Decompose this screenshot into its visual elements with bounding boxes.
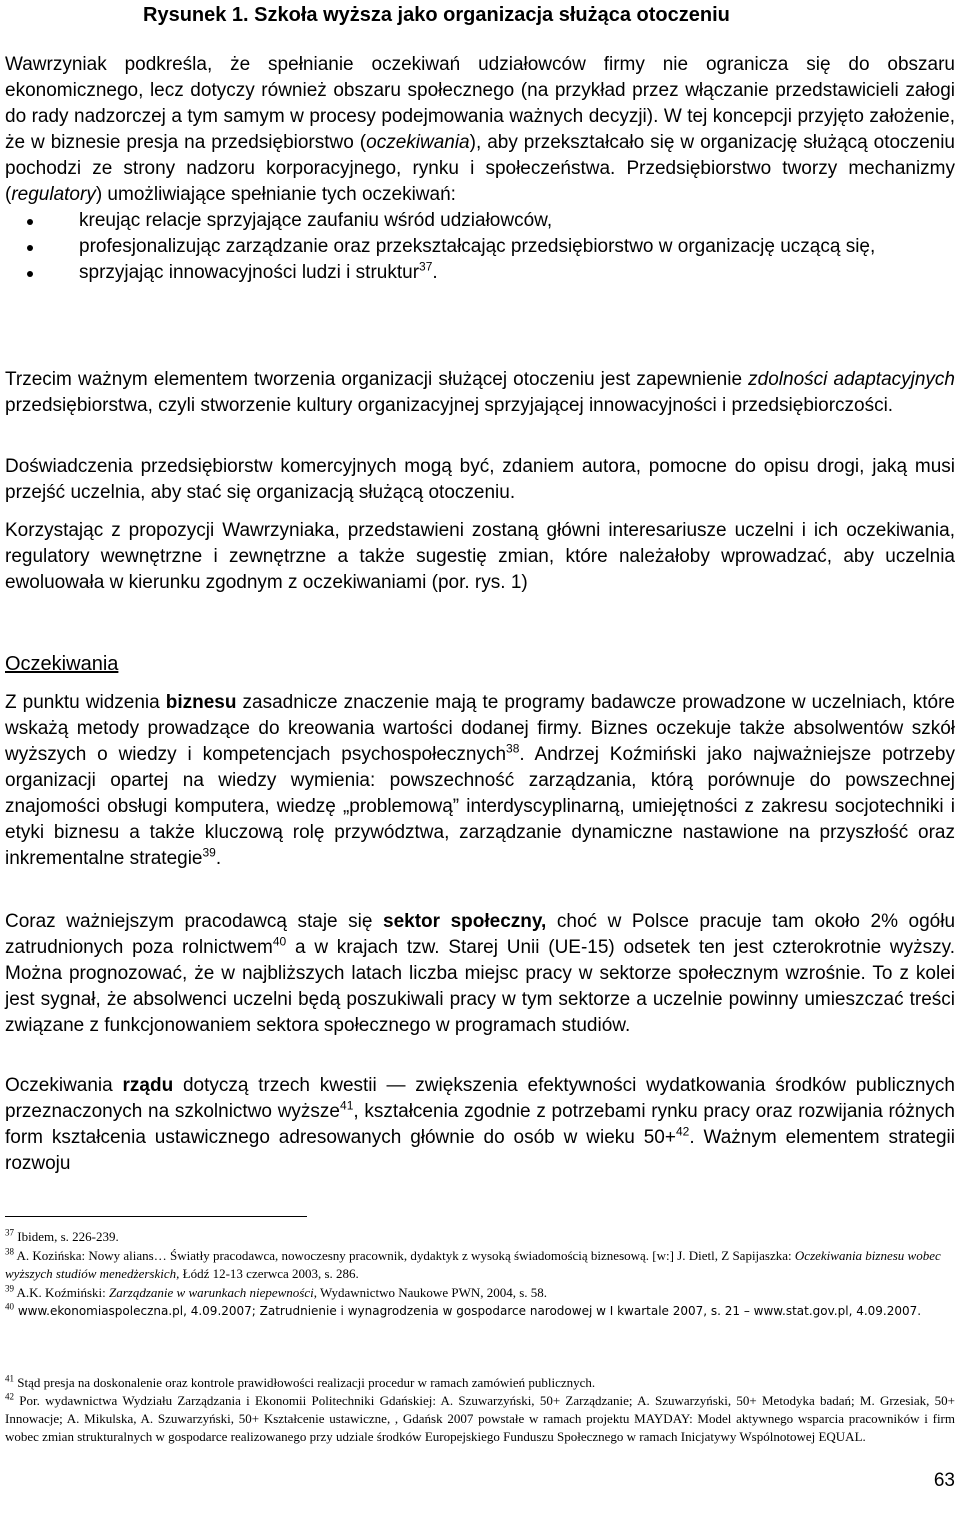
footnote-text: Łódź 12-13 czerwca 2003, s. 286. bbox=[179, 1266, 359, 1281]
bullet-list bbox=[5, 208, 955, 286]
italic-term: zdolności adaptacyjnych bbox=[748, 369, 955, 390]
italic-term: oczekiwania bbox=[366, 132, 470, 153]
text-run: dotyczą trzech kwestii — zwiększenia efektywności wydatkowania środków publicznych przeznaczonych na szkolnictwo wyższe bbox=[5, 1075, 955, 1122]
text-run: Oczekiwania bbox=[5, 1075, 123, 1096]
footnote-ref[interactable]: 38 bbox=[506, 741, 520, 756]
bold-term: biznesu bbox=[165, 692, 237, 713]
paragraph-business-text bbox=[5, 690, 955, 872]
text-run: ) umożliwiające spełnianie tych oczekiwań: bbox=[95, 184, 456, 205]
paragraph-government-text bbox=[5, 1073, 955, 1177]
footnote-number: 39 bbox=[5, 1283, 14, 1294]
footnote-ref[interactable]: 40 bbox=[272, 934, 287, 949]
section-heading: Oczekiwania bbox=[5, 653, 119, 675]
bullet-dot-icon bbox=[27, 245, 33, 251]
paragraph-business bbox=[5, 690, 955, 872]
footnote-text: Stąd presja na doskonalenie oraz kontrole prawidłowości realizacji procedur w ramach zamówień publicznych. bbox=[14, 1375, 596, 1390]
footnote-number: 37 bbox=[5, 1227, 14, 1238]
paragraph-experience bbox=[5, 454, 955, 506]
footnote-ref[interactable]: 39 bbox=[202, 845, 216, 860]
footnote-ref[interactable]: 42 bbox=[675, 1124, 690, 1139]
text-run: Coraz ważniejszym pracodawcą staje się bbox=[5, 911, 384, 932]
paragraph-social-sector bbox=[5, 909, 955, 1039]
bullet-text: profesjonalizując zarządzanie oraz przekształcając przedsiębiorstwo w organizację uczącą się, bbox=[79, 236, 876, 257]
page-number: 63 bbox=[933, 1470, 955, 1491]
footnote-38 bbox=[5, 1247, 955, 1283]
figure-title: Rysunek 1. Szkoła wyższa jako organizacja służąca otoczeniu bbox=[143, 4, 730, 26]
footnote-italic: Oczekiwania biznesu wobec wyższych studiów menedżerskich, bbox=[5, 1248, 941, 1281]
footnote-40 bbox=[5, 1302, 955, 1320]
bullet-dot-icon bbox=[27, 219, 33, 225]
text-run: . bbox=[432, 262, 438, 283]
footnote-number: 40 bbox=[5, 1301, 14, 1312]
footnote-text: Por. wydawnictwa Wydziału Zarządzania i Ekonomii Politechniki Gdańskiej: A. Szuwarzyński, 50+ Zarządzanie; A. Szuwarzyński, 50+ Metodyka badań; M. Grzesiak, 50+ Innowacje; A. Mikulska, A. Szuwarzyński, 50+ Kształcenie ustawiczne, , Gdańsk 2007 powstałe w ramach projektu MAYDAY: Model aktywnego wsparcia pracowników i firm wobec zmian strukturalnych w gospodarce realizowanego przy udziale środków Europejskiego Funduszu Społecznego w ramach Inicjatywy Wspólnotowej EQUAL. bbox=[5, 1393, 955, 1444]
paragraph-government bbox=[5, 1073, 955, 1177]
text-run: zasadnicze znaczenie mają te programy badawcze prowadzone w uczelniach, które wskażą metody prowadzące do kreowania wartości dodanej firmy. Biznes oczekuje także absolwentów szkół wyższych o wiedzy i kompetencjach psychospołecznych bbox=[5, 692, 956, 765]
paragraph-wawrzyniak bbox=[5, 52, 955, 286]
text-run: przedsiębiorstwa, czyli stworzenie kultury organizacyjnej sprzyjającej innowacyjności i przedsiębiorczości. bbox=[5, 395, 894, 416]
bullet-text: kreując relacje sprzyjające zaufaniu wśród udziałowców, bbox=[79, 210, 553, 231]
footnote-text: A.K. Koźmiński: bbox=[14, 1285, 109, 1300]
paragraph-stakeholders-text: Korzystając z propozycji Wawrzyniaka, przedstawieni zostaną główni interesariusze uczelni i ich oczekiwania, regulatory wewnętrzne i zewnętrzne a także sugestię zmian, które należałoby wprowadzać, aby uczelnia ewoluowała w kierunku zgodnym z oczekiwaniami (por. rys. 1) bbox=[5, 520, 955, 593]
bold-term: sektor społeczny, bbox=[383, 911, 547, 932]
footnote-number: 41 bbox=[5, 1373, 14, 1384]
bold-term: rządu bbox=[122, 1075, 174, 1096]
text-run: . bbox=[215, 848, 222, 869]
bullet-text: sprzyjając innowacyjności ludzi i struktur bbox=[79, 262, 420, 283]
paragraph-wawrzyniak-text bbox=[5, 52, 955, 208]
bullet-item bbox=[5, 208, 955, 234]
footnote-37 bbox=[5, 1228, 955, 1246]
text-run: . Andrzej Koźmiński jako najważniejsze potrzeby organizacji opartej na wiedzy wymienia: powszechność zarządzania, którą porównuje do powszechnej znajomości obsługi komputera, wiedzę „problemową” interdyscyplinarną, umiejętności z zakresu socjotechniki i etyki biznesu a także kluczową rolę przywództwa, zarządzanie dynamiczne nastawione na przyszłość oraz inkrementalne strategie bbox=[5, 744, 955, 869]
footnote-ref[interactable]: 41 bbox=[340, 1098, 354, 1113]
text-run: Z punktu widzenia bbox=[5, 692, 166, 713]
paragraph-experience-text: Doświadczenia przedsiębiorstw komercyjnych mogą być, zdaniem autora, pomocne do opisu drogi, jaką musi przejść uczelnia, aby stać się organizacją służącą otoczeniu. bbox=[5, 456, 955, 503]
bullet-item bbox=[5, 234, 955, 260]
italic-term: regulatory bbox=[11, 184, 96, 205]
footnote-text: www.ekonomiaspoleczna.pl, 4.09.2007; Zatrudnienie i wynagrodzenia w gospodarce narodowej w I kwartale 2007, s. 21 – www.stat.gov.pl, 4.09.2007. bbox=[14, 1304, 922, 1318]
text-run: ), aby przekształcało się w organizację służącą otoczeniu pochodzi ze strony nadzoru korporacyjnego, rynku i społeczeństwa. Przedsiębiorstwo tworzy mechanizmy ( bbox=[5, 132, 955, 205]
text-run: a w krajach tzw. Starej Unii (UE-15) odsetek ten jest czterokrotnie wyższy. Można prognozować, że w najbliższych latach liczba miejsc pracy w sektorze społecznym wzrośnie. To z kolei jest sygnał, że absolwenci uczelni będą poszukiwali pracy w tym sektorze a uczelnie powinny umieszczać treści związane z funkcjonowaniem sektora społecznego w programach studiów. bbox=[5, 937, 955, 1036]
bullet-dot-icon bbox=[27, 271, 33, 277]
paragraph-adaptability bbox=[5, 367, 955, 419]
paragraph-social-sector-text bbox=[5, 909, 955, 1039]
text-run: Trzecim ważnym elementem tworzenia organizacji służącej otoczeniu jest zapewnienie bbox=[5, 369, 749, 390]
text-run: . Ważnym elementem strategii rozwoju bbox=[5, 1127, 955, 1174]
footnote-ref[interactable]: 37 bbox=[419, 259, 433, 274]
footnote-42 bbox=[5, 1392, 955, 1446]
footnote-41 bbox=[5, 1374, 955, 1392]
footnote-text: Ibidem, s. 226-239. bbox=[14, 1229, 119, 1244]
footnote-text: A. Kozińska: Nowy alians… Światły pracodawca, nowoczesny pracownik, dydaktyk z wysoką świadomością biznesową. [w:] J. Dietl, Z Sapijaszka: bbox=[14, 1248, 795, 1263]
paragraph-adaptability-text bbox=[5, 367, 955, 419]
text-run: , kształcenia zgodnie z potrzebami rynku pracy oraz rozwijania różnych form kształcenia ustawicznego adresowanych głównie do osób w wieku 50+ bbox=[5, 1101, 956, 1148]
text-run: choć w Polsce pracuje tam około 2% ogółu zatrudnionych poza rolnictwem bbox=[5, 911, 956, 958]
footnote-39 bbox=[5, 1284, 955, 1302]
paragraph-stakeholders bbox=[5, 518, 955, 596]
footnote-separator bbox=[5, 1216, 307, 1217]
footnote-text: , Wydawnictwo Naukowe PWN, 2004, s. 58. bbox=[313, 1285, 548, 1300]
footnote-number: 42 bbox=[5, 1391, 14, 1402]
footnote-number: 38 bbox=[5, 1246, 14, 1257]
bullet-item bbox=[5, 260, 955, 286]
footnote-italic: Zarządzanie w warunkach niepewności bbox=[108, 1285, 314, 1300]
text-run: Wawrzyniak podkreśla, że spełnianie oczekiwań udziałowców firmy nie ogranicza się do obszaru ekonomicznego, lecz dotyczy również obszaru społecznego (na przykład przez włączanie przedstawicieli załogi do rady nadzorczej a tym samym w procesy podejmowania ważnych decyzji). W tej koncepcji przyjęto założenie, że w biznesie presja na przedsiębiorstwo ( bbox=[5, 54, 955, 153]
